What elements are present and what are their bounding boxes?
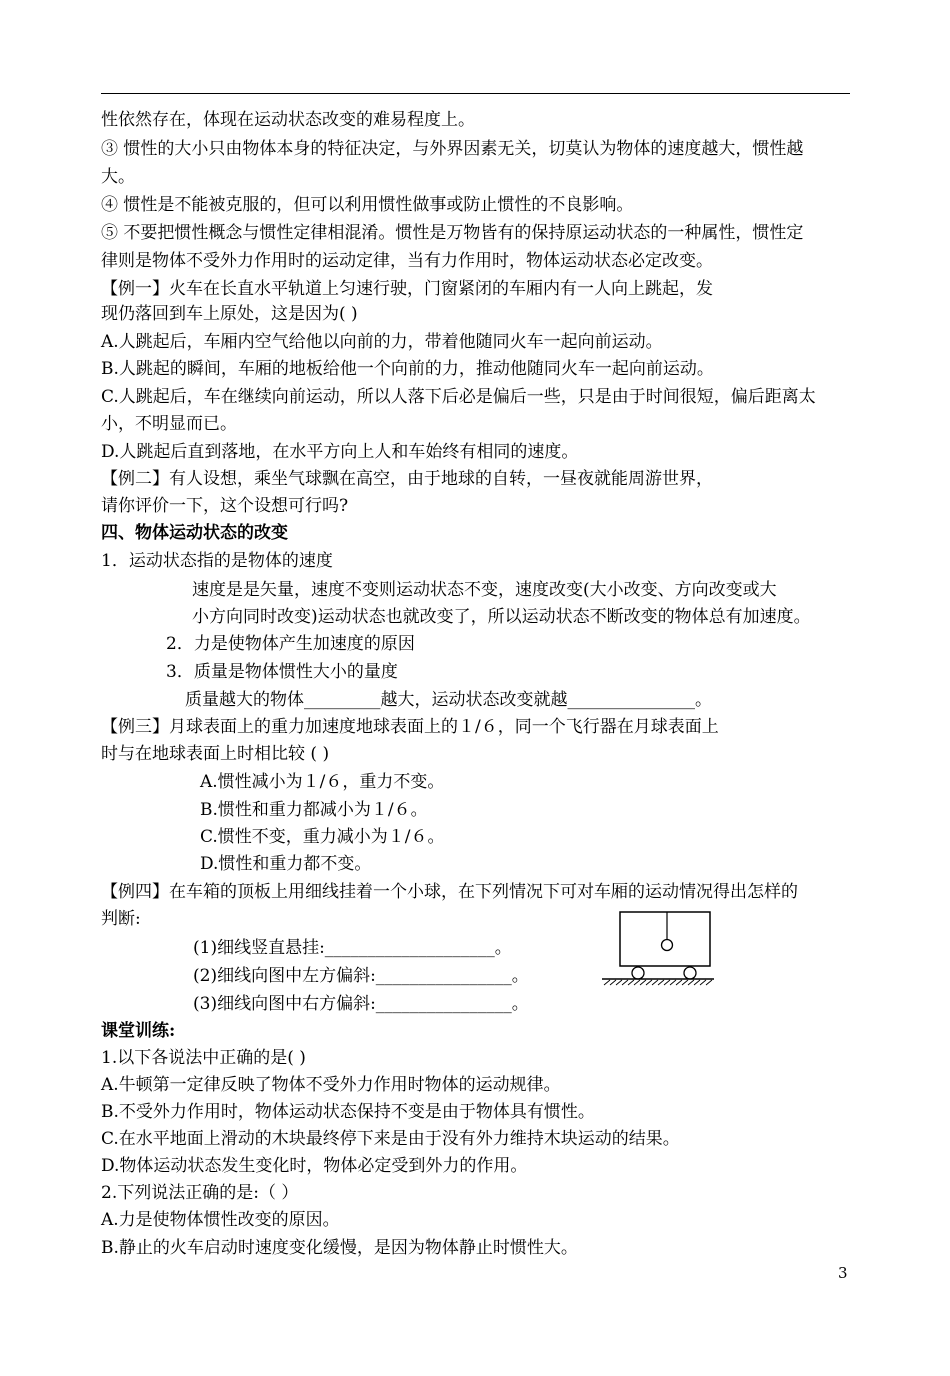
option-a: A.力是使物体惯性改变的原因。 [101,1210,340,1230]
text-line: 律则是物体不受外力作用时的运动定律，当有力作用时，物体运动状态必定改变。 [101,251,713,271]
wheel [684,967,696,979]
question-2: 2.下列说法正确的是:（ ） [101,1183,299,1203]
option-d: D.人跳起后直到落地，在水平方向上人和车始终有相同的速度。 [101,442,579,462]
example-2-stem: 【例二】有人设想，乘坐气球飘在高空，由于地球的自转，一昼夜就能周游世界， [101,469,713,489]
option-a: A.人跳起后，车厢内空气给他以向前的力，带着他随同火车一起向前运动。 [101,332,663,352]
blank-item-2: (2)细线向图中左方偏斜:________________。 [193,966,529,986]
option-a: A.惯性减小为１/６，重力不变。 [200,772,445,792]
wheel [632,967,644,979]
point-1-detail: 小方向同时改变)运动状态也就改变了，所以运动状态不断改变的物体总有加速度。 [192,607,811,627]
example-2-stem: 请你评价一下，这个设想可行吗? [101,496,349,516]
page-number: 3 [838,1264,848,1282]
question-1: 1.以下各说法中正确的是( ) [101,1048,306,1068]
example-4-stem: 判断: [101,909,141,929]
option-b: B.静止的火车启动时速度变化缓慢，是因为物体静止时惯性大。 [101,1238,578,1258]
option-c: C.人跳起后，车在继续向前运动，所以人落下后必是偏后一些，只是由于时间很短，偏后距离太 [101,387,816,407]
text-line: ⑤ 不要把惯性概念与惯性定律相混淆。惯性是万物皆有的保持原运动状态的一种属性，惯性定 [101,223,804,243]
point-1-detail: 速度是是矢量，速度不变则运动状态不变，速度改变(大小改变、方向改变或大 [192,580,777,600]
section-heading: 四、物体运动状态的改变 [101,523,288,543]
header-rule [101,93,850,94]
point-3: 3．质量是物体惯性大小的量度 [166,662,398,682]
option-d: D.惯性和重力都不变。 [200,854,372,874]
example-1-stem: 【例一】火车在长直水平轨道上匀速行驶，门窗紧闭的车厢内有一人向上跳起，发 [101,279,713,299]
text-line: 性依然存在，体现在运动状态改变的难易程度上。 [101,110,475,130]
blank-item-3: (3)细线向图中右方偏斜:________________。 [193,994,529,1014]
option-b: B.不受外力作用时，物体运动状态保持不变是由于物体具有惯性。 [101,1102,595,1122]
point-1: 1．运动状态指的是物体的速度 [101,551,333,571]
text-line: ③ 惯性的大小只由物体本身的特征决定，与外界因素无关，切莫认为物体的速度越大，惯性越 [101,139,804,159]
car-body [620,912,710,966]
train-car-figure [602,910,714,992]
example-4-stem: 【例四】在车箱的顶板上用细线挂着一个小球，在下列情况下可对车厢的运动情况得出怎样的 [101,882,798,902]
text-line: ④ 惯性是不能被克服的，但可以利用惯性做事或防止惯性的不良影响。 [101,195,634,215]
ground-hatch [604,980,712,985]
practice-heading: 课堂训练: [101,1021,176,1041]
option-c-cont: 小，不明显而已。 [101,414,237,434]
example-3-stem: 时与在地球表面上时相比较 ( ) [101,744,330,764]
blank-item-1: (1)细线竖直悬挂:____________________。 [193,938,512,958]
option-c: C.惯性不变，重力减小为１/６。 [200,827,445,847]
option-b: B.人跳起的瞬间，车厢的地板给他一个向前的力，推动他随同火车一起向前运动。 [101,359,714,379]
option-a: A.牛顿第一定律反映了物体不受外力作用时物体的运动规律。 [101,1075,561,1095]
option-d: D.物体运动状态发生变化时，物体必定受到外力的作用。 [101,1156,528,1176]
option-b: B.惯性和重力都减小为１/６。 [200,800,428,820]
fill-in-blank: 质量越大的物体_________越大，运动状态改变就越_______________。 [185,690,712,710]
example-3-stem: 【例三】月球表面上的重力加速度地球表面上的１/６，同一个飞行器在月球表面上 [101,717,719,737]
example-1-stem: 现仍落回到车上原处，这是因为( ) [101,304,358,324]
point-2: 2．力是使物体产生加速度的原因 [166,634,415,654]
ball [662,940,673,951]
text-line: 大。 [101,167,135,187]
option-c: C.在水平地面上滑动的木块最终停下来是由于没有外力维持木块运动的结果。 [101,1129,680,1149]
